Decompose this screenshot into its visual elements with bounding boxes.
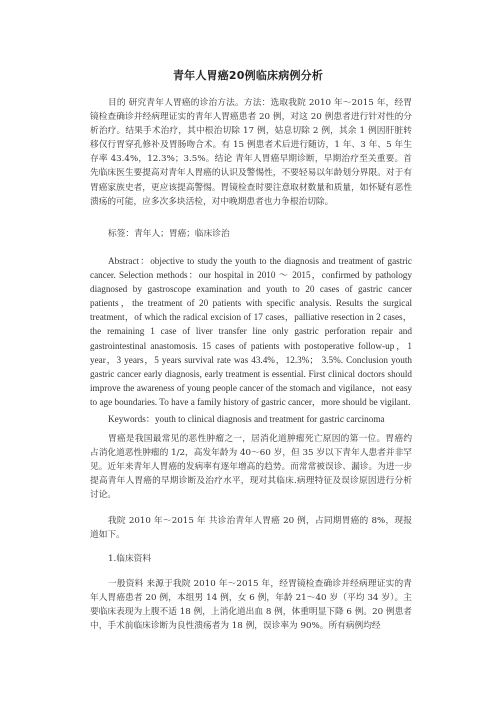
- case-summary-paragraph: 我院 2010 年～2015 年 共诊治青年人胃癌 20 例，占同期胃癌的 8%，现报道如下。: [90, 516, 412, 541]
- chinese-keywords: 标签：青年人；胃癌；临床诊治: [108, 229, 230, 239]
- section-heading-clinical-data: 1.临床资料: [108, 554, 152, 564]
- introduction-paragraph: 胃癌是我国最常见的恶性肿瘤之一，居消化道肿瘤死亡原因的第一位。胃癌约占消化道恶性肿瘤的 1/2，高发年龄为 40～60 岁，但 35 岁以下青年人患者并非罕见。近年来青年人胃癌的发病率有逐年增高的趋势。而常常被误诊、漏诊。为进一步提高青年人胃癌的早期诊断及治疗水平，现对其临床.病理特征及误诊原因进行分析讨论。: [90, 434, 412, 501]
- document-title: 青年人胃癌20例临床病例分析: [172, 69, 324, 82]
- english-abstract: Abstract：objective to study the youth to the diagnosis and treatment of gastric cancer. Selection methods：our hospital in 2010 ～ 2015，confirmed by pathology diagnosed by gastroscope examination and youth to 20 cases of gastric cancer patients，the treatment of 20 patients with specific analysis. Results the surgical treatment，of which the radical excision of 17 cases，palliative resection in 2 cases，the remaining 1 case of liver transfer line only gastric perforation repair and gastrointestinal anastomosis. 15 cases of patients with postoperative follow-up，1 year，3 years，5 years survival rate was 43.4%，12.3%； 3.5%. Conclusion youth gastric cancer early diagnosis, early treatment is essential. First clinical doctors should improve the awareness of young people cancer of the stomach and vigilance，not easy to age boundaries. To have a family history of gastric cancer，more should be vigilant.: [90, 256, 412, 407]
- clinical-data-paragraph: 一般资料 来源于我院 2010 年～2015 年，经胃镜检查确诊并经病理证实的青年人胃癌患者 20 例，本组男 14 例，女 6 例，年龄 21～40 岁（平均 34 岁）。主要临床表现为上腹不适 18 例，上消化道出血 8 例，体重明显下降 6 例。20 例患者中，手术前临床诊断为良性溃疡者为 18 例，误诊率为 90%。所有病例均经: [90, 579, 412, 632]
- english-keywords: Keywords：youth to clinical diagnosis and treatment for gastric carcinoma: [108, 414, 385, 424]
- chinese-abstract: 目的 研究青年人胃癌的诊治方法。方法：选取我院 2010 年～2015 年，经胃镜检查确诊并经病理证实的青年人胃癌患者 20 例，对这 20 例患者进行针对性的分析治疗。结果手术治疗，其中根治切除 17 例，姑息切除 2 例，其余 1 例因肝脏转移仅行胃穿孔修补及胃肠吻合术。有 15 例患者术后进行随访，1 年、3 年、5 年生存率 43.4%，12.3%；3.5%。结论 青年人胃癌早期诊断，早期治疗至关重要。首先临床医生要提高对青年人胃癌的认识及警惕性，不要轻易以年龄划分界限。对于有胃癌家族史者，更应该提高警惕。胃镜检查时要注意取材数量和质量，如怀疑有恶性溃疡的可能，应多次多块活检，对中晚期患者也力争根治切除。: [90, 98, 412, 207]
